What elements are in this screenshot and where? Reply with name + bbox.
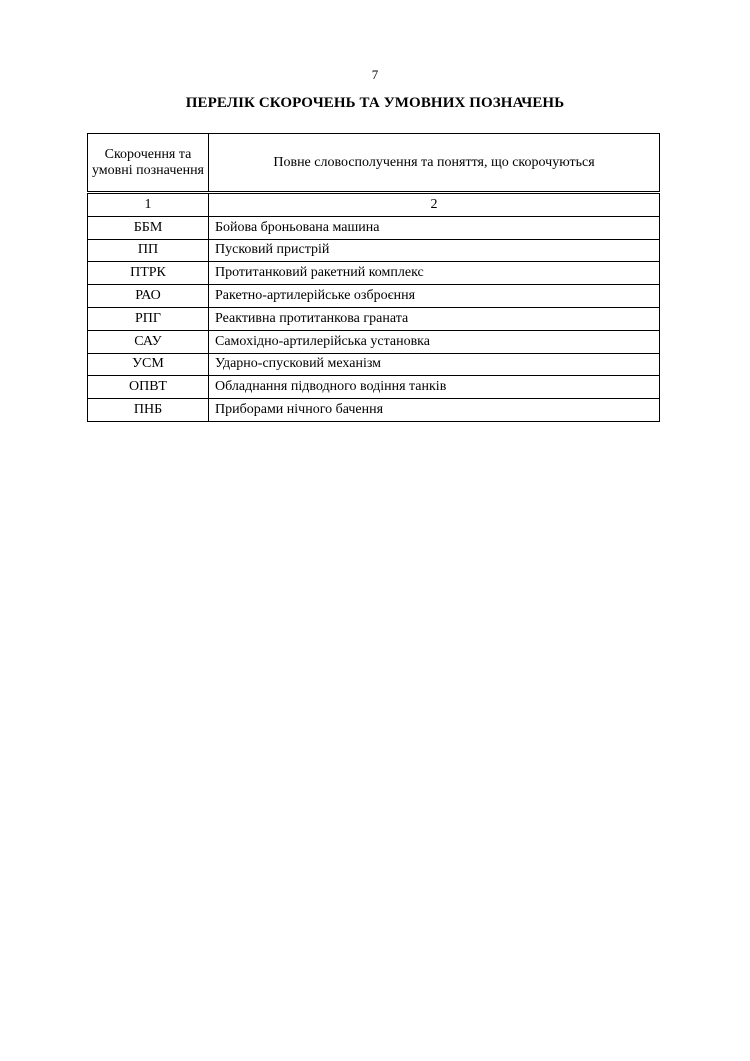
table-row (88, 216, 660, 239)
column-number-2: 2 (209, 193, 660, 217)
column-number-row (88, 193, 660, 217)
table-row (88, 307, 660, 330)
table-row (88, 285, 660, 308)
abbreviation-cell: САУ (88, 330, 209, 353)
page-number: 7 (371, 67, 379, 82)
table-row (88, 239, 660, 262)
table-header-row (88, 134, 660, 193)
table-row (88, 399, 660, 422)
meaning-cell: Ударно-спусковий механізм (209, 353, 660, 376)
abbreviation-cell: УСМ (88, 353, 209, 376)
abbreviation-cell: ПП (88, 239, 209, 262)
page-title: ПЕРЕЛІК СКОРОЧЕНЬ ТА УМОВНИХ ПОЗНАЧЕНЬ (185, 95, 565, 111)
abbreviations-table (87, 133, 660, 422)
header-full-meaning: Повне словосполучення та поняття, що скорочуються (209, 134, 660, 193)
meaning-cell: Самохідно-артилерійська установка (209, 330, 660, 353)
meaning-cell: Реактивна протитанкова граната (209, 307, 660, 330)
abbreviation-cell: ББМ (88, 216, 209, 239)
header-abbreviation: Скорочення та умовні позначення (88, 134, 209, 193)
abbreviation-cell: ОПВТ (88, 376, 209, 399)
meaning-cell: Обладнання підводного водіння танків (209, 376, 660, 399)
abbreviation-cell: РПГ (88, 307, 209, 330)
meaning-cell: Бойова броньована машина (209, 216, 660, 239)
table-row (88, 376, 660, 399)
meaning-cell: Приборами нічного бачення (209, 399, 660, 422)
table-row (88, 262, 660, 285)
meaning-cell: Пусковий пристрій (209, 239, 660, 262)
meaning-cell: Протитанковий ракетний комплекс (209, 262, 660, 285)
table-row (88, 353, 660, 376)
abbreviation-cell: ПТРК (88, 262, 209, 285)
table-body (88, 193, 660, 422)
table-row (88, 330, 660, 353)
abbreviation-cell: РАО (88, 285, 209, 308)
meaning-cell: Ракетно-артилерійське озброєння (209, 285, 660, 308)
column-number-1: 1 (88, 193, 209, 217)
abbreviation-cell: ПНБ (88, 399, 209, 422)
